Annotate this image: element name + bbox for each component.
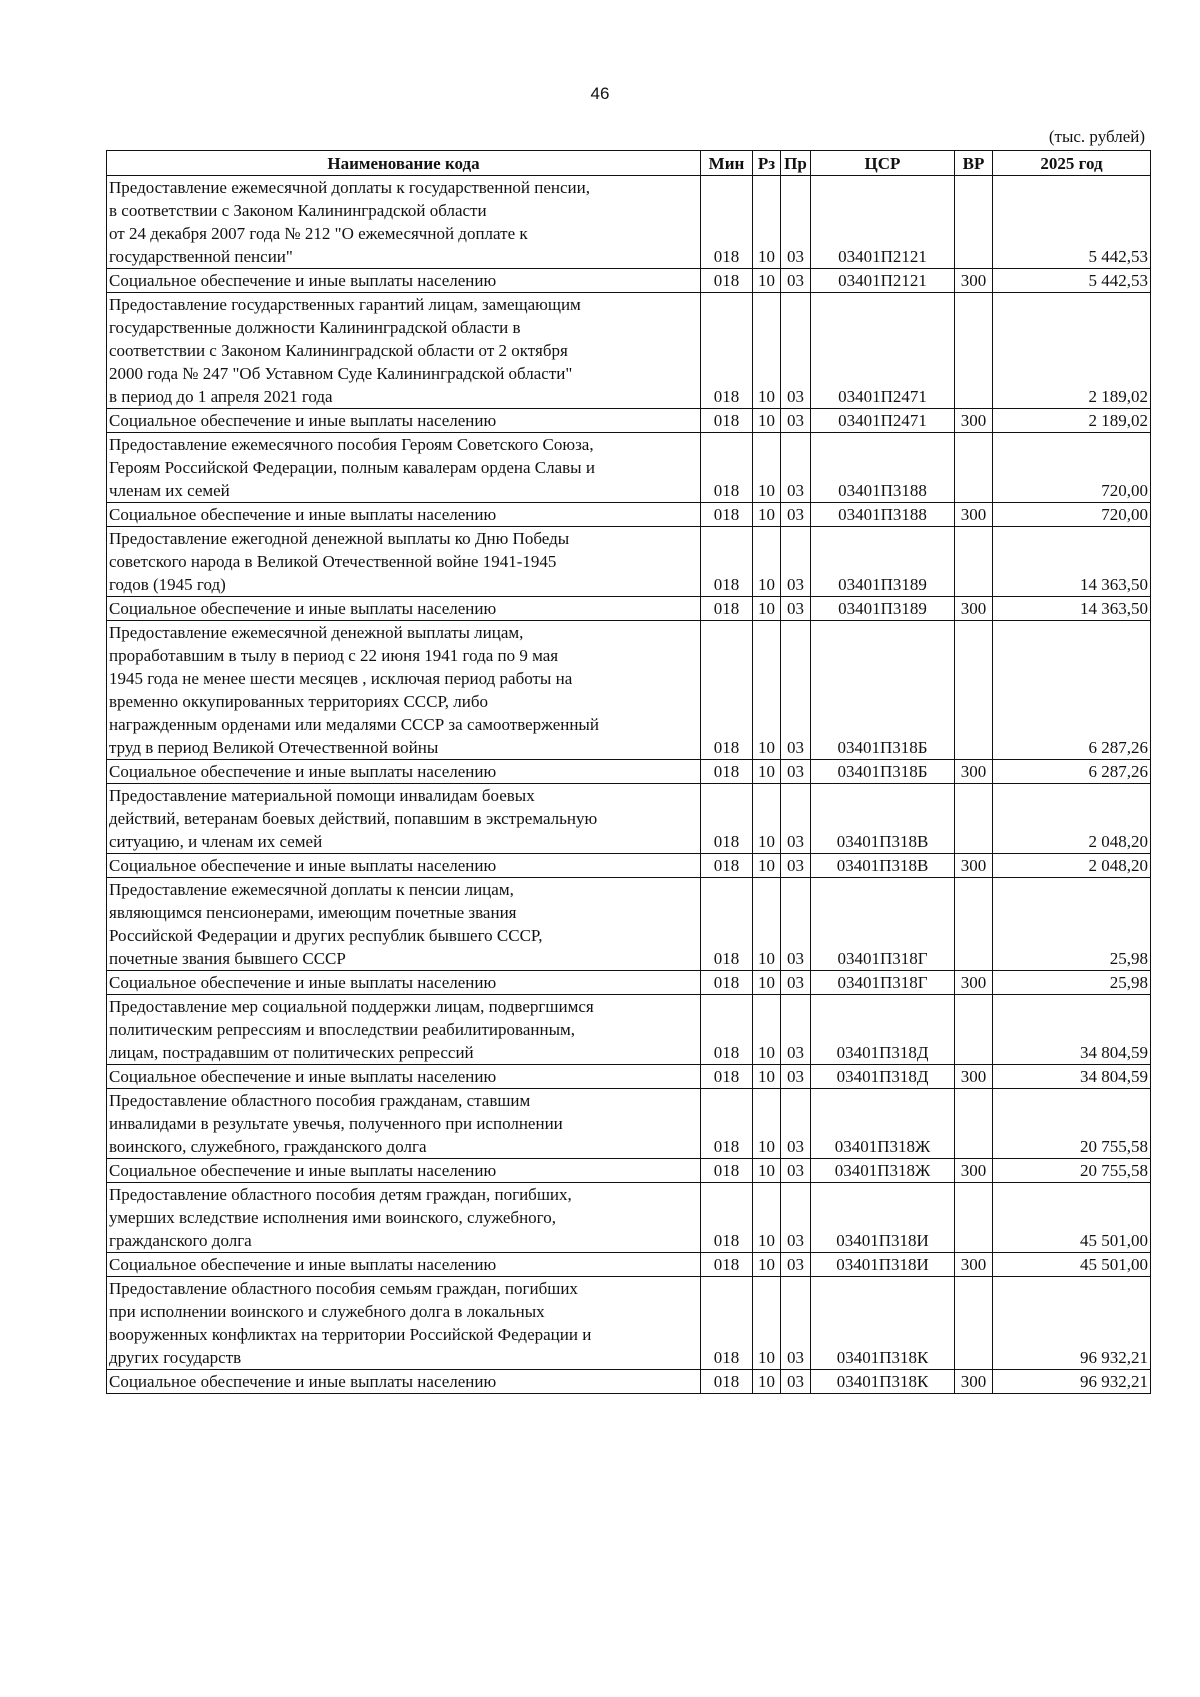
header-year: 2025 год [993,151,1151,176]
table-row-sub [107,503,1151,527]
cell-pr: 03 [781,1370,811,1394]
cell-rz: 10 [753,1065,781,1089]
cell-min: 018 [701,1065,753,1089]
cell-csr: 03401П3189 [811,527,955,597]
cell-pr: 03 [781,1253,811,1277]
cell-min: 018 [701,1159,753,1183]
cell-pr: 03 [781,1277,811,1370]
cell-csr: 03401П318Д [811,1065,955,1089]
row-title: Предоставление ежемесячной доплаты к пенсии лицам, являющимся пенсионерами, имеющим почетные звания Российской Федерации и других республик бывшего СССР, почетные звания бывшего СССР [107,878,701,971]
units-label: (тыс. рублей) [1048,127,1145,146]
cell-pr: 03 [781,409,811,433]
row-title: Социальное обеспечение и иные выплаты населению [107,1370,701,1394]
cell-value: 720,00 [993,503,1151,527]
table-row-sub [107,1253,1151,1277]
table-row [107,1277,1151,1370]
cell-rz: 10 [753,760,781,784]
cell-vr: 300 [955,760,993,784]
cell-csr: 03401П2121 [811,269,955,293]
cell-value: 6 287,26 [993,760,1151,784]
cell-csr: 03401П318И [811,1253,955,1277]
cell-value: 25,98 [993,878,1151,971]
header-rz: Рз [753,151,781,176]
row-title: Предоставление ежемесячного пособия Героям Советского Союза, Героям Российской Федерации, полным кавалерам ордена Славы и членам их семей [107,433,701,503]
cell-value: 2 048,20 [993,854,1151,878]
cell-min: 018 [701,621,753,760]
cell-min: 018 [701,433,753,503]
cell-vr: 300 [955,854,993,878]
cell-pr: 03 [781,971,811,995]
cell-rz: 10 [753,621,781,760]
cell-pr: 03 [781,176,811,269]
cell-pr: 03 [781,854,811,878]
cell-rz: 10 [753,409,781,433]
cell-value: 14 363,50 [993,527,1151,597]
cell-rz: 10 [753,784,781,854]
row-title: Предоставление ежегодной денежной выплаты ко Дню Победы советского народа в Великой Отечественной войне 1941-1945 годов (1945 год) [107,527,701,597]
cell-pr: 03 [781,760,811,784]
cell-min: 018 [701,995,753,1065]
cell-value: 2 048,20 [993,784,1151,854]
header-min: Мин [701,151,753,176]
cell-rz: 10 [753,433,781,503]
cell-rz: 10 [753,527,781,597]
cell-vr [955,176,993,269]
table-row-sub [107,971,1151,995]
cell-csr: 03401П318Б [811,621,955,760]
cell-value: 45 501,00 [993,1183,1151,1253]
cell-rz: 10 [753,1277,781,1370]
cell-value: 25,98 [993,971,1151,995]
cell-pr: 03 [781,293,811,409]
cell-csr: 03401П2121 [811,176,955,269]
table-row-sub [107,597,1151,621]
cell-pr: 03 [781,527,811,597]
cell-value: 2 189,02 [993,409,1151,433]
row-title: Социальное обеспечение и иные выплаты населению [107,269,701,293]
cell-csr: 03401П2471 [811,293,955,409]
row-title: Предоставление областного пособия семьям граждан, погибших при исполнении воинского и служебного долга в локальных вооруженных конфликтах на территории Российской Федерации и других государств [107,1277,701,1370]
table-row-sub [107,1065,1151,1089]
table-row-sub [107,1159,1151,1183]
cell-csr: 03401П318Ж [811,1159,955,1183]
cell-rz: 10 [753,269,781,293]
cell-value: 2 189,02 [993,293,1151,409]
row-title: Предоставление материальной помощи инвалидам боевых действий, ветеранам боевых действий, попавшим в экстремальную ситуацию, и членам их семей [107,784,701,854]
row-title: Социальное обеспечение и иные выплаты населению [107,597,701,621]
cell-pr: 03 [781,503,811,527]
cell-rz: 10 [753,176,781,269]
cell-csr: 03401П318К [811,1277,955,1370]
cell-min: 018 [701,1183,753,1253]
header-name: Наименование кода [107,151,701,176]
cell-rz: 10 [753,597,781,621]
cell-rz: 10 [753,854,781,878]
cell-min: 018 [701,1277,753,1370]
cell-min: 018 [701,1089,753,1159]
cell-csr: 03401П318Г [811,878,955,971]
cell-value: 720,00 [993,433,1151,503]
table-row-sub [107,760,1151,784]
cell-min: 018 [701,1370,753,1394]
cell-pr: 03 [781,1183,811,1253]
cell-csr: 03401П3189 [811,597,955,621]
cell-rz: 10 [753,971,781,995]
cell-value: 5 442,53 [993,176,1151,269]
cell-min: 018 [701,176,753,269]
table-row [107,433,1151,503]
cell-rz: 10 [753,1370,781,1394]
cell-vr [955,784,993,854]
cell-rz: 10 [753,1089,781,1159]
row-title: Предоставление мер социальной поддержки лицам, подвергшимся политическим репрессиям и впоследствии реабилитированным, лицам, пострадавшим от политических репрессий [107,995,701,1065]
table-row [107,621,1151,760]
cell-csr: 03401П318Б [811,760,955,784]
row-title: Социальное обеспечение и иные выплаты населению [107,971,701,995]
cell-vr: 300 [955,1370,993,1394]
cell-value: 20 755,58 [993,1159,1151,1183]
cell-min: 018 [701,1253,753,1277]
row-title: Предоставление ежемесячной денежной выплаты лицам, проработавшим в тылу в период с 22 июня 1941 года по 9 мая 1945 года не менее шести месяцев , исключая период работы на временно оккупированных территориях СССР, либо награжденным орденами или медалями СССР за самоотверженный труд в период Великой Отечественной войны [107,621,701,760]
cell-min: 018 [701,409,753,433]
cell-vr [955,1089,993,1159]
cell-rz: 10 [753,503,781,527]
cell-vr: 300 [955,971,993,995]
table-row [107,1183,1151,1253]
cell-min: 018 [701,293,753,409]
cell-vr: 300 [955,1253,993,1277]
cell-rz: 10 [753,1183,781,1253]
cell-vr [955,1277,993,1370]
cell-pr: 03 [781,878,811,971]
table-row [107,527,1151,597]
cell-pr: 03 [781,784,811,854]
cell-vr: 300 [955,503,993,527]
cell-min: 018 [701,503,753,527]
cell-min: 018 [701,854,753,878]
cell-csr: 03401П318Г [811,971,955,995]
table-row [107,995,1151,1065]
table-row-sub [107,269,1151,293]
row-title: Социальное обеспечение и иные выплаты населению [107,1253,701,1277]
cell-csr: 03401П318В [811,854,955,878]
cell-csr: 03401П3188 [811,503,955,527]
cell-min: 018 [701,269,753,293]
table-row-sub [107,1370,1151,1394]
page-number: 46 [590,84,610,103]
row-title: Социальное обеспечение и иные выплаты населению [107,503,701,527]
cell-min: 018 [701,597,753,621]
cell-csr: 03401П318В [811,784,955,854]
table-row [107,784,1151,854]
cell-rz: 10 [753,878,781,971]
cell-pr: 03 [781,1159,811,1183]
header-csr: ЦСР [811,151,955,176]
header-vr: ВР [955,151,993,176]
cell-pr: 03 [781,1089,811,1159]
cell-value: 14 363,50 [993,597,1151,621]
cell-value: 45 501,00 [993,1253,1151,1277]
cell-vr [955,527,993,597]
cell-pr: 03 [781,621,811,760]
cell-min: 018 [701,527,753,597]
cell-value: 96 932,21 [993,1277,1151,1370]
cell-value: 34 804,59 [993,1065,1151,1089]
cell-pr: 03 [781,1065,811,1089]
cell-pr: 03 [781,433,811,503]
cell-rz: 10 [753,1253,781,1277]
cell-vr: 300 [955,269,993,293]
cell-vr [955,878,993,971]
cell-rz: 10 [753,1159,781,1183]
cell-value: 5 442,53 [993,269,1151,293]
cell-pr: 03 [781,597,811,621]
cell-vr: 300 [955,1159,993,1183]
table-row [107,878,1151,971]
cell-rz: 10 [753,293,781,409]
cell-min: 018 [701,760,753,784]
cell-min: 018 [701,878,753,971]
cell-csr: 03401П318Д [811,995,955,1065]
table-row-sub [107,854,1151,878]
table-row [107,293,1151,409]
row-title: Предоставление ежемесячной доплаты к государственной пенсии, в соответствии с Законом Калининградской области от 24 декабря 2007 года № 212 "О ежемесячной доплате к государственной пенсии" [107,176,701,269]
cell-min: 018 [701,784,753,854]
table-row-sub [107,409,1151,433]
row-title: Предоставление областного пособия детям граждан, погибших, умерших вследствие исполнения ими воинского, служебного, гражданского долга [107,1183,701,1253]
cell-csr: 03401П2471 [811,409,955,433]
cell-vr [955,621,993,760]
row-title: Социальное обеспечение и иные выплаты населению [107,409,701,433]
header-pr: Пр [781,151,811,176]
row-title: Социальное обеспечение и иные выплаты населению [107,854,701,878]
table-row [107,1089,1151,1159]
table-row [107,176,1151,269]
cell-csr: 03401П3188 [811,433,955,503]
cell-value: 96 932,21 [993,1370,1151,1394]
cell-pr: 03 [781,995,811,1065]
cell-value: 6 287,26 [993,621,1151,760]
header-row [107,151,1151,176]
cell-pr: 03 [781,269,811,293]
cell-vr: 300 [955,597,993,621]
cell-value: 20 755,58 [993,1089,1151,1159]
cell-rz: 10 [753,995,781,1065]
cell-csr: 03401П318И [811,1183,955,1253]
row-title: Предоставление областного пособия гражданам, ставшим инвалидами в результате увечья, полученного при исполнении воинского, служебного, гражданского долга [107,1089,701,1159]
budget-table [106,150,1151,1394]
row-title: Социальное обеспечение и иные выплаты населению [107,760,701,784]
cell-value: 34 804,59 [993,995,1151,1065]
cell-min: 018 [701,971,753,995]
cell-csr: 03401П318Ж [811,1089,955,1159]
cell-vr: 300 [955,1065,993,1089]
cell-vr [955,995,993,1065]
cell-csr: 03401П318К [811,1370,955,1394]
row-title: Социальное обеспечение и иные выплаты населению [107,1065,701,1089]
cell-vr [955,433,993,503]
cell-vr: 300 [955,409,993,433]
row-title: Предоставление государственных гарантий лицам, замещающим государственные должности Калининградской области в соответствии с Законом Калининградской области от 2 октября 2000 года № 247 "Об Уставном Суде Калининградской области" в период до 1 апреля 2021 года [107,293,701,409]
row-title: Социальное обеспечение и иные выплаты населению [107,1159,701,1183]
cell-vr [955,1183,993,1253]
cell-vr [955,293,993,409]
